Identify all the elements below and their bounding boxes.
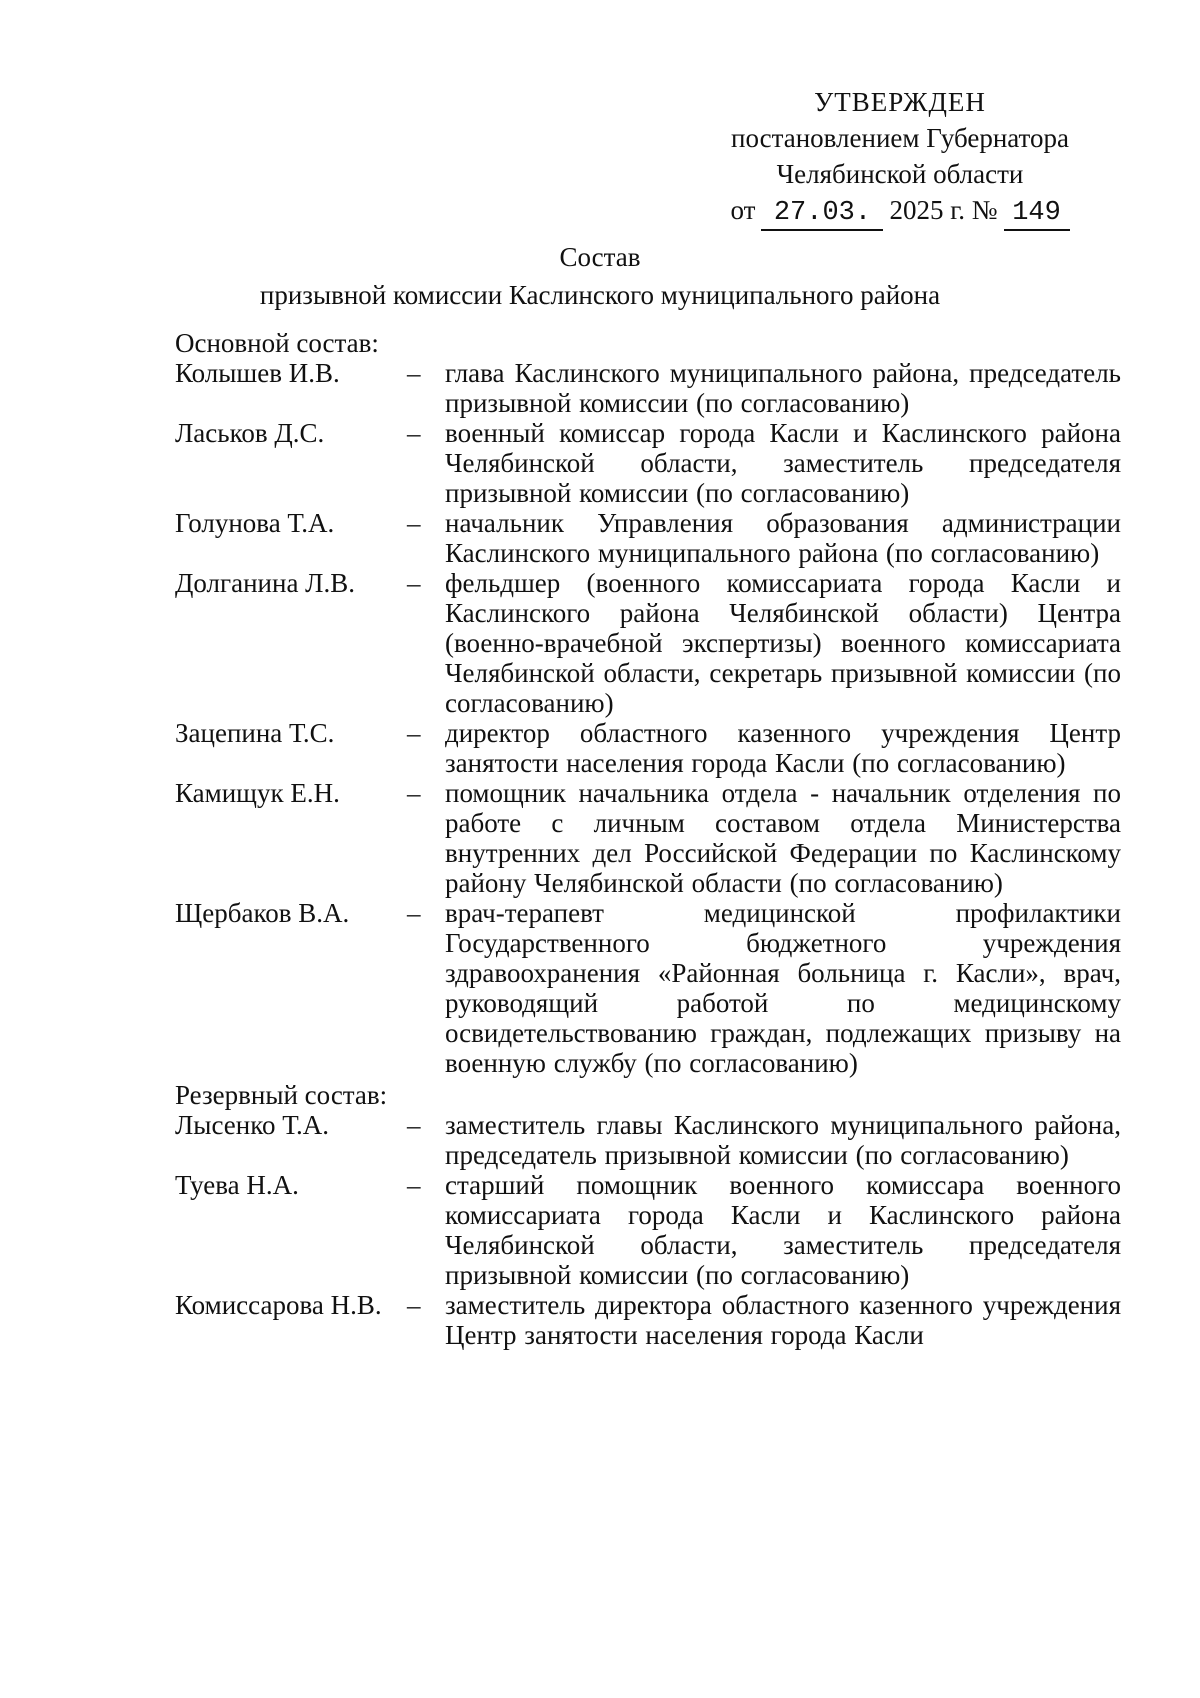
member-role: старший помощник военного комиссара военного комиссариата города Касли и Каслинского района Челябинской области, заместитель председателя призывной комиссии (по согласованию) [445, 1170, 1121, 1290]
member-row [175, 358, 1125, 418]
member-dash: – [407, 1290, 421, 1320]
member-name: Голунова Т.А. [175, 508, 335, 538]
member-name: Туева Н.А. [175, 1170, 299, 1200]
member-name: Зацепина Т.С. [175, 718, 335, 748]
member-role: начальник Управления образования администрации Каслинского муниципального района (по согласованию) [445, 508, 1121, 568]
member-role: глава Каслинского муниципального района, председатель призывной комиссии (по согласованию) [445, 358, 1121, 418]
member-row [175, 1290, 1125, 1350]
member-row [175, 778, 1125, 898]
member-role: заместитель главы Каслинского муниципального района, председатель призывной комиссии (по согласованию) [445, 1110, 1121, 1170]
member-name: Камищук Е.Н. [175, 778, 340, 808]
decree-number: 149 [1004, 197, 1070, 231]
member-name: Долганина Л.В. [175, 568, 355, 598]
approval-stamp [700, 84, 1100, 231]
decree-from: от [730, 195, 756, 225]
reserve-section-label: Резервный состав: [175, 1080, 388, 1110]
member-dash: – [407, 1170, 421, 1200]
member-dash: – [407, 718, 421, 748]
member-dash: – [407, 1110, 421, 1140]
member-row [175, 568, 1125, 718]
decree-year: 2025 г. № [889, 195, 998, 225]
member-dash: – [407, 778, 421, 808]
heading-title: Состав [559, 242, 641, 272]
member-dash: – [407, 418, 421, 448]
member-name: Комиссарова Н.В. [175, 1290, 382, 1320]
member-name: Колышев И.В. [175, 358, 340, 388]
member-role: военный комиссар города Касли и Каслинского района Челябинской области, заместитель председателя призывной комиссии (по согласованию) [445, 418, 1121, 508]
member-role: фельдшер (военного комиссариата города Касли и Каслинского района Челябинской области) Центра (военно-врачебной экспертизы) военного комиссариата Челябинской области, секретарь призывной комиссии (по согласованию) [445, 568, 1121, 718]
member-role: врач-терапевт медицинской профилактики Государственного бюджетного учреждения здравоохранения «Районная больница г. Касли», врач, руководящий работой по медицинскому освидетельствованию граждан, подлежащих призыву на военную службу (по согласованию) [445, 898, 1121, 1078]
document-heading [0, 238, 1200, 314]
member-row [175, 418, 1125, 508]
member-dash: – [407, 358, 421, 388]
member-name: Ласьков Д.С. [175, 418, 325, 448]
heading-subtitle: призывной комиссии Каслинского муниципального района [259, 280, 941, 310]
member-row [175, 508, 1125, 568]
member-dash: – [407, 898, 421, 928]
decree-date: 27.03. [761, 197, 883, 231]
member-row [175, 898, 1125, 1078]
approval-line-2: Челябинской области [776, 159, 1024, 189]
member-row [175, 718, 1125, 778]
member-row [175, 1170, 1125, 1290]
member-dash: – [407, 568, 421, 598]
member-role: директор областного казенного учреждения Центр занятости населения города Касли (по согласованию) [445, 718, 1121, 778]
decree-line [700, 192, 1100, 231]
approval-line-1: постановлением Губернатора [731, 123, 1069, 153]
approval-title: УТВЕРЖДЕН [814, 87, 986, 117]
main-section-label: Основной состав: [175, 328, 379, 358]
member-row [175, 1110, 1125, 1170]
member-role: заместитель директора областного казенного учреждения Центр занятости населения города Касли [445, 1290, 1121, 1350]
member-dash: – [407, 508, 421, 538]
commission-composition [175, 326, 1125, 1350]
member-name: Щербаков В.А. [175, 898, 350, 928]
member-name: Лысенко Т.А. [175, 1110, 329, 1140]
member-role: помощник начальника отдела - начальник отделения по работе с личным составом отдела Министерства внутренних дел Российской Федерации по Каслинскому району Челябинской области (по согласованию) [445, 778, 1121, 898]
